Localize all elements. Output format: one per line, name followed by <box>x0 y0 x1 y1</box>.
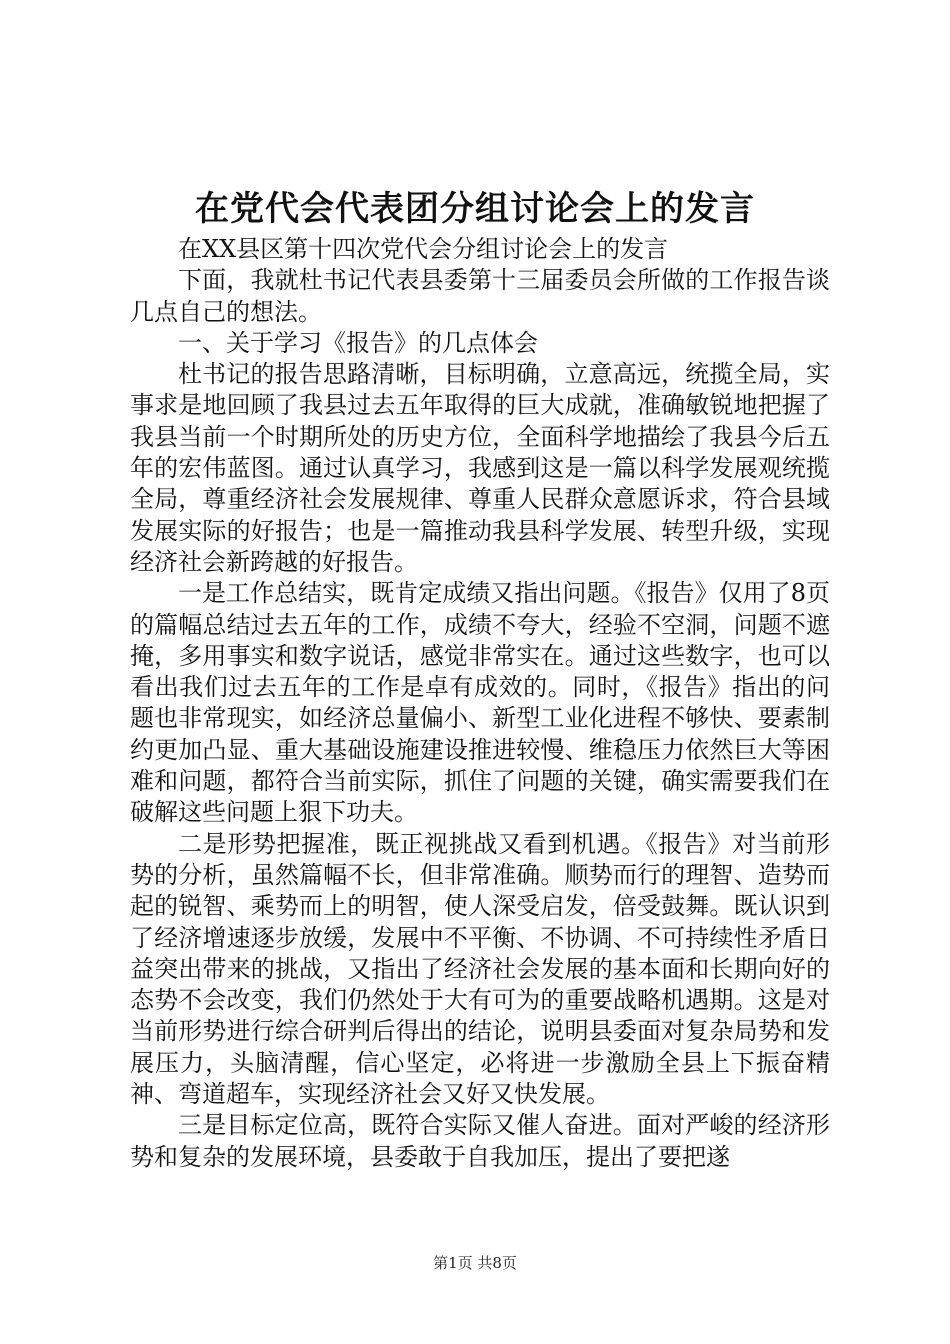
paragraph-overview: 杜书记的报告思路清晰，目标明确，立意高远，统揽全局，实事求是地回顾了我县过去五年取得的巨大成就，准确敏锐地把握了我县当前一个时期所处的历史方位，全面科学地描绘了我县今后五年的宏伟蓝图。通过认真学习，我感到这是一篇以科学发展观统揽全局，尊重经济社会发展规律、尊重人民群众意愿诉求，符合县域发展实际的好报告；也是一篇推动我县科学发展、转型升级，实现经济社会新跨越的好报告。 <box>130 360 830 576</box>
paragraph-point-one: 一是工作总结实，既肯定成绩又指出问题。《报告》仅用了8页的篇幅总结过去五年的工作，成绩不夸大，经验不空洞，问题不遮掩，多用事实和数字说话，感觉非常实在。通过这些数字，也可以看出我们过去五年的工作是卓有成效的。同时，《报告》指出的问题也非常现实，如经济总量偏小、新型工业化进程不够快、要素制约更加凸显、重大基础设施建设推进较慢、维稳压力依然巨大等困难和问题，都符合当前实际，抓住了问题的关键，确实需要我们在破解这些问题上狠下功夫。 <box>130 579 830 827</box>
document-body <box>130 234 830 1173</box>
paragraph-intro: 下面，我就杜书记代表县委第十三届委员会所做的工作报告谈几点自己的想法。 <box>130 266 830 326</box>
page-number: 第1页 共8页 <box>433 1254 517 1272</box>
document-title: 在党代会代表团分组讨论会上的发言 <box>195 189 755 229</box>
paragraph-point-three: 三是目标定位高，既符合实际又催人奋进。面对严峻的经济形势和复杂的发展环境，县委敢于自我加压，提出了要把遂 <box>130 1111 830 1171</box>
section-heading: 一、关于学习《报告》的几点体会 <box>178 328 538 357</box>
paragraph-point-two: 二是形势把握准，既正视挑战又看到机遇。《报告》对当前形势的分析，虽然篇幅不长，但非常准确。顺势而行的理智、造势而起的锐智、乘势而上的明智，使人深受启发，倍受鼓舞。既认识到了经济增速逐步放缓，发展中不平衡、不协调、不可持续性矛盾日益突出带来的挑战，又指出了经济社会发展的基本面和长期向好的态势不会改变，我们仍然处于大有可为的重要战略机遇期。这是对当前形势进行综合研判后得出的结论，说明县委面对复杂局势和发展压力，头脑清醒，信心坚定，必将进一步激励全县上下振奋精神、弯道超车，实现经济社会又好又快发展。 <box>130 829 830 1109</box>
paragraph-subtitle: 在XX县区第十四次党代会分组讨论会上的发言 <box>178 235 669 263</box>
